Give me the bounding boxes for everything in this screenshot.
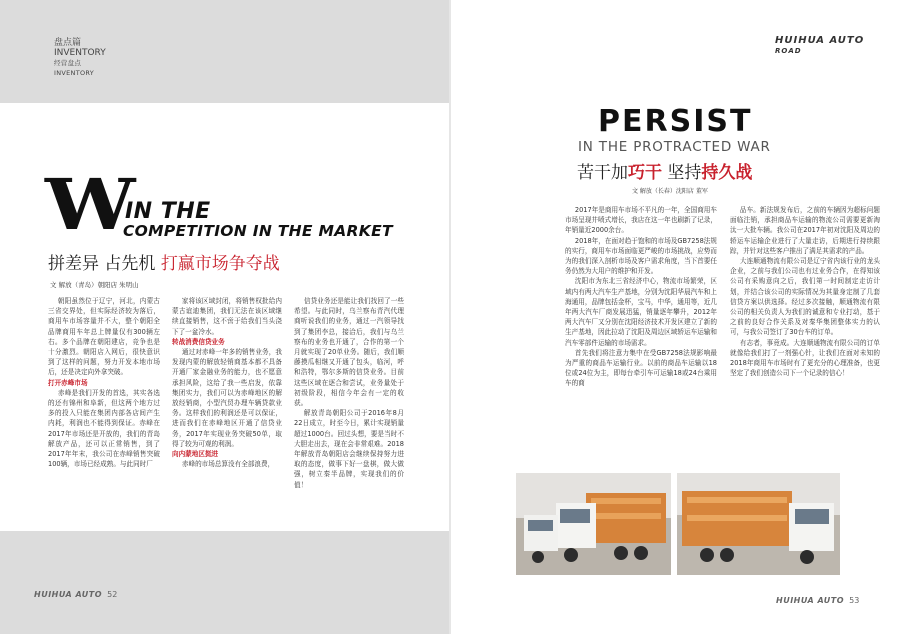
- left-footer: [34, 582, 117, 601]
- left-column-3: [294, 296, 404, 490]
- paragraph: 家将该区域封闭，将销售权批给内蒙古谊迪集团，我们无法在该区域继续直接销售，这不啻于给我们当头浇下了一盆冷水。: [172, 297, 282, 336]
- truck-photo-1: [516, 473, 671, 575]
- section-label-zh: 盘点篇: [54, 38, 82, 48]
- left-column-2: [172, 296, 282, 469]
- truck-photo-2: [677, 473, 840, 575]
- paragraph: 2017年是商用车市场不平凡的一年，全国商用车市场呈现井喷式增长，我店在这一年也刷新了记录，年销量近2000余台。: [565, 206, 717, 235]
- footer-logo: HUIHUA AUTO: [34, 590, 103, 599]
- paragraph: 朝阳虽然位于辽宁，河北，内蒙古三省交界处，但实际经济较为落后，商用车市场容量并不大，整个朝阳全品牌商用车年总上牌量仅有300辆左右。多个品牌在朝阳建店，竞争也是十分激烈。朝阳店入网后，很快意识到了这样的问题，努力开发本地市场后，还是决定向外拿突破。: [48, 297, 160, 377]
- zh-title-plain-2: 坚持: [662, 163, 702, 183]
- page-spine: [449, 0, 451, 634]
- section-label: [54, 38, 106, 78]
- title-line-2: COMPETITION IN THE MARKET: [123, 222, 393, 240]
- subheading: 打开赤峰市场: [48, 378, 88, 387]
- section-label-en2: INVENTORY: [54, 69, 95, 77]
- paragraph: 沈阳市为东北三省经济中心，物流市场繁荣，区域内有两大汽车生产基地，分别为沈阳华晨汽车和上海通用，品牌包括金杯，宝马，中华，通用等，近几年两大汽车厂商发展迅猛，销量逐年攀升，2012年两大汽车厂又分别在沈阳经济技术开发区建立了新的生产基地，因此拉动了沈阳及周边区域轿运车运输和汽车零部件运输的市场需求。: [565, 277, 717, 347]
- paragraph: 大连顺通物流有限公司是辽宁省内该行业的龙头企业，之前与我们公司也有过业务合作，在得知该公司有采购意向之后，我们第一时间制定走访计划，并结合该公司的实际情况为其量身定制了几套信贷方案以供选择。经过多次接触，顺通物流有限公司的相关负责人为我们的诚意和专业打动，基于之前的良好合作关系及对秦华集团整体实力的认可，与我公司签订了30台车的订单。: [730, 257, 880, 337]
- page-number-right: 53: [849, 596, 860, 605]
- article-title-zh: [577, 158, 752, 183]
- paragraph: 解放青岛朝阳公司于2016年8月22日成立，时至今日，累计实现销量超过1000台。回过头想，要是当时不大胆走出去，现在会非常艰难。2018年解放青岛朝阳店会继续保持努力进取的态度，做事下好一盘棋，做大做强，树立秦半品牌，实现我们的价值！: [294, 409, 404, 489]
- right-article-byline: 文 解放（长春）沈阳店 董军: [632, 188, 708, 195]
- chinese-headline: [48, 249, 280, 274]
- zh-title-red-1: 巧干: [628, 163, 662, 183]
- title-line-1: IN THE: [125, 199, 211, 224]
- paragraph: 首先我们将注意力集中在受GB7258法规影响最为严重的商品车运输行业。以前的商品车运输以18位或24位为主，即每台牵引车可运输18或24台乘用车的商: [565, 348, 717, 388]
- paragraph: 有志者，事竟成。大连顺通物流有限公司的订单就像给我们打了一剂强心针，让我们在面对未知的2018年商用车市场时有了更充分的心理准备，也更坚定了我们创造公司下一个记录的信心！: [730, 338, 880, 378]
- chinese-headline-plain: 拼差异 占先机: [48, 254, 161, 274]
- subheading: 转战消费信贷业务: [172, 337, 225, 346]
- title-initial-letter: W: [45, 163, 136, 246]
- page-number-left: 52: [107, 590, 118, 599]
- truck-photo-2-image: [677, 473, 840, 575]
- article-subtitle-en: IN THE PROTRACTED WAR: [578, 139, 771, 155]
- chinese-headline-red: 打赢市场争夺战: [160, 254, 280, 274]
- section-label-zh2: 经营盘点: [54, 59, 82, 67]
- paragraph: 赤峰的市场总算没有全部浪费，: [181, 460, 275, 469]
- right-column-2: [730, 205, 880, 378]
- zh-title-red-2: 持久战: [701, 163, 753, 183]
- section-label-en: INVENTORY: [54, 48, 106, 58]
- subheading: 向内蒙地区挺进: [172, 450, 219, 459]
- left-column-1: [48, 296, 160, 469]
- paragraph: 品车。新法规发布后，之前的车辆因为超标问题面临注销，承担商品车运输的物流公司需要更新淘汰一大批车辆。我公司在2017年初对沈阳及周边的轿运车运输企业进行了大量走访，后期进行持续跟踪，并针对这些客户推出了满足其需求的产品。: [730, 206, 880, 255]
- right-column-1: [565, 205, 717, 389]
- paragraph: 通过对赤峰一年多的销售业务，我发现内蒙的解放轻销商基本都不具备开通厂家金融业务的能力，也不愿意承担风险，这给了我一些启发，依靠集团实力，我们可以为赤峰地区的解放经销商，小型汽贸办理车辆贷款业务。这样我们的利润还是可以保证，进而我们在赤峰地区开通了信贷业务，2017年实现业务突破50单，取得了较为可观的利润。: [172, 348, 282, 448]
- footer-logo-right: HUIHUA AUTO: [776, 596, 845, 605]
- magazine-logo-line1: HUIHUA AUTO: [775, 35, 865, 46]
- paragraph: 信贷业务还是能让我们找回了一些希望。与此同时，乌兰察布青汽代理商听说我们的业务，通过一汽领导找到了集团李总，接洽后，我们与乌兰察布的业务也开通了，合作的第一个月就实现了20单业务。随后，我们顺藤摸瓜相继又开通了包头，临河，呼和浩特，鄂尔多斯的信贷业务。目前这些区域在逐合和尝试，业务量处于初级阶段，相信今年会有一定的收获。: [294, 297, 404, 408]
- article-byline: 文 解放（青岛）朝阳店 朱明山: [50, 281, 139, 289]
- article-title-en: PERSIST: [598, 104, 753, 139]
- zh-title-plain-1: 苦干加: [577, 163, 628, 183]
- paragraph: 2018年，在面对趋于饱和的市场及GB7258法规的实行，商用车市场面临更严峻的市场挑战，应势而为的我们深入剖析市场及客户需求角度，当下首要任务仍然为大用户的维护和开发。: [565, 236, 717, 276]
- magazine-logo: [775, 36, 864, 56]
- truck-photo-1-image: [516, 473, 671, 575]
- paragraph: 赤峰是我们开发的首选，其实各选的还有锦州和阜新，但这两个地方过多的投入只能在集团内部各店间产生内耗，利润也不能得到保证。赤峰在2017年市场还是开放的，我们的青岛解放产品，还可以正常销售，到了2017年年末，我公司在赤峰销售突破100辆，市场已经成熟。与此同时厂: [48, 388, 160, 469]
- magazine-logo-line2: ROAD: [775, 47, 802, 55]
- right-footer: [776, 588, 859, 607]
